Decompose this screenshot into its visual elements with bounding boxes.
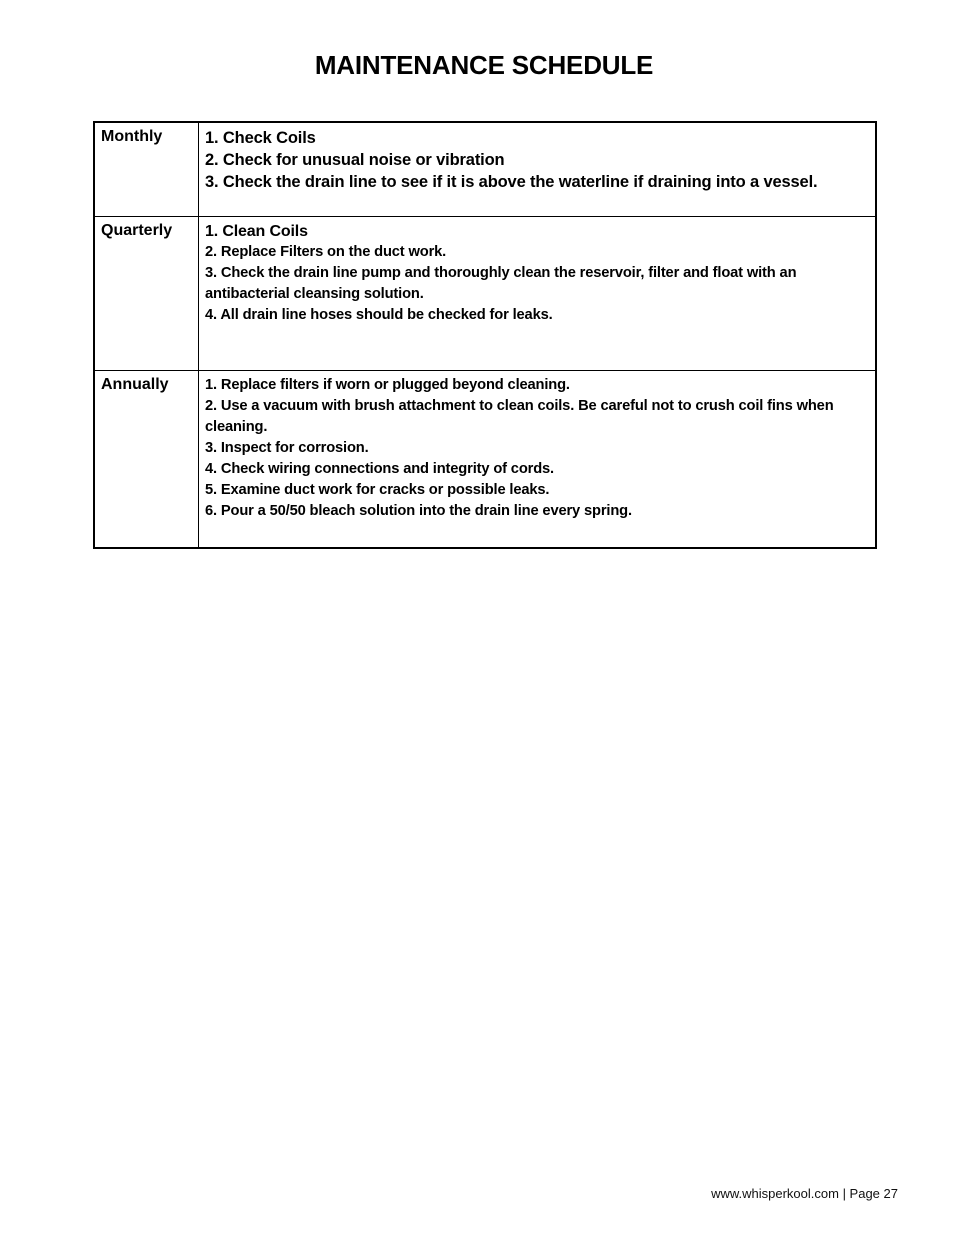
table-row-quarterly (94, 217, 876, 371)
task-item: 2. Replace Filters on the duct work. (205, 244, 447, 260)
table-row-monthly (94, 122, 876, 217)
task-item: 1. Clean Coils (205, 223, 308, 240)
period-cell: Annually (94, 371, 199, 549)
page-title: MAINTENANCE SCHEDULE (314, 50, 654, 80)
task-item: 6. Pour a 50/50 bleach solution into the drain line every spring. (205, 503, 632, 519)
tasks-cell (199, 371, 877, 549)
task-item: 1. Replace filters if worn or plugged beyond cleaning. (205, 377, 570, 393)
task-item: 3. Check the drain line pump and thoroughly clean the reservoir, filter and float with an antibacterial cleansing solution. (205, 265, 797, 302)
task-item: 4. All drain line hoses should be checked for leaks. (205, 307, 553, 323)
tasks-cell (199, 217, 877, 371)
table-row-annually (94, 371, 876, 549)
tasks-cell (199, 122, 877, 217)
task-item: 5. Examine duct work for cracks or possible leaks. (205, 482, 550, 498)
period-cell: Monthly (94, 122, 199, 217)
task-item: 3. Check the drain line to see if it is above the waterline if draining into a vessel. (205, 173, 818, 191)
task-item: 2. Check for unusual noise or vibration (205, 151, 505, 169)
maintenance-schedule-table (93, 121, 877, 549)
task-item: 3. Inspect for corrosion. (205, 440, 369, 456)
task-item: 1. Check Coils (205, 129, 316, 147)
task-item: 2. Use a vacuum with brush attachment to clean coils. Be careful not to crush coil fins when cleaning. (205, 398, 834, 435)
page-footer: www.whisperkool.com | Page 27 (711, 1186, 898, 1201)
task-item: 4. Check wiring connections and integrity of cords. (205, 461, 554, 477)
period-cell: Quarterly (94, 217, 199, 371)
